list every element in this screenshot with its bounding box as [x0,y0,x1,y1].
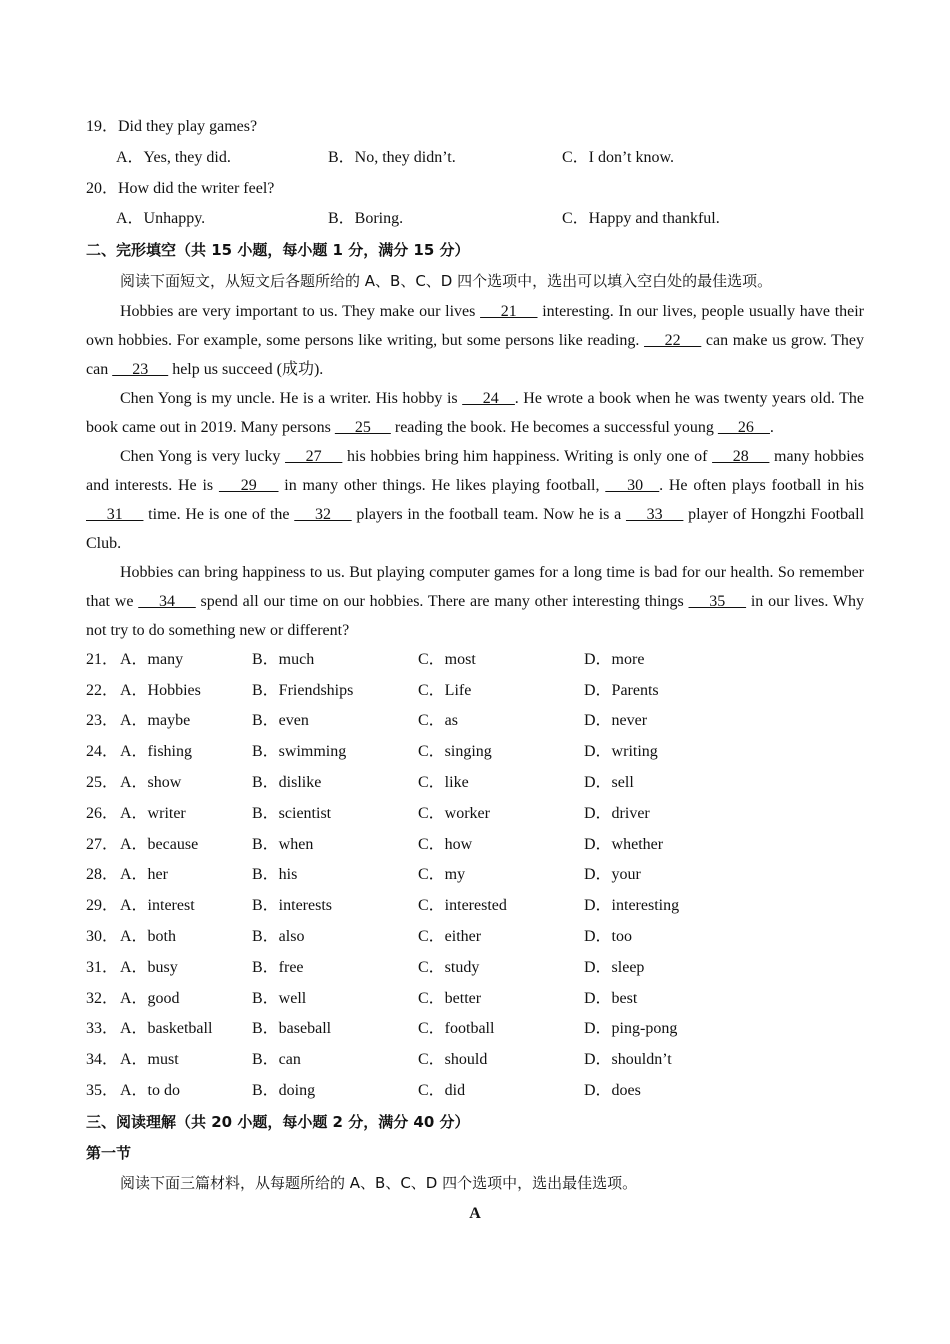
text: reading the book. He becomes a successful young [390,418,718,436]
option-row [86,953,864,984]
option-b: B．scientist [252,804,332,822]
blank-32: __32__ [294,505,352,523]
option-a: A．both [120,927,177,945]
blank-22: __22__ [644,331,702,349]
cloze-paragraph-4 [86,558,864,645]
option-d: D．your [584,866,641,884]
option-c: C．how [418,835,473,853]
option-a: A．many [120,650,184,668]
option-row [86,1076,864,1107]
text: Chen Yong is my uncle. He is a writer. His hobby is [120,389,463,407]
question-20-options [86,204,864,235]
blank-28: __28__ [712,447,770,465]
question-19-options [86,143,864,174]
option-a: A．to do [120,1081,181,1099]
option-c: C．singing [418,743,492,761]
option-a: A．must [120,1051,179,1069]
option-b: B．Boring. [328,210,404,228]
text: . [769,418,774,436]
option-b: B．dislike [252,773,322,791]
option-b: B．can [252,1051,301,1069]
option-c: C．football [418,1020,495,1038]
text: his hobbies bring him happiness. Writing is only one of [342,447,713,465]
option-c: C．interested [418,897,507,915]
option-b: B．much [252,650,315,668]
text: help us succeed (成功). [168,360,324,378]
option-c: C．did [418,1081,466,1099]
question-number: 25． [86,773,119,791]
blank-29: __29__ [218,476,279,494]
text: Hobbies can bring happiness to us. But playing computer games for a long time is bad for our health. So remember that we [86,563,864,610]
question-number: 21． [86,650,119,668]
option-b: B．free [252,958,304,976]
blank-23: __23__ [112,360,169,378]
option-b: B．No, they didn’t. [328,148,456,166]
option-d: D．sell [584,773,634,791]
text: spend all our time on our hobbies. There are many other interesting things [195,592,689,610]
section-2-instruction: 阅读下面短文，从短文后各题所给的 A、B、C、D 四个选项中，选出可以填入空白处的最佳选项。 [120,271,773,290]
blank-31: __31__ [86,505,144,523]
option-d: D．shouldn’t [584,1051,672,1069]
option-d: D．Parents [584,681,659,699]
blank-35: __35__ [688,592,747,610]
option-d: D．best [584,989,638,1007]
question-number: 28． [86,866,119,884]
option-c: C．Life [418,681,472,699]
option-c: C．Happy and thankful. [562,210,720,228]
text: in our lives. Why not try to do something new or different? [86,592,865,639]
option-b: B．when [252,835,314,853]
option-row [86,799,864,830]
option-b: B．interests [252,897,332,915]
question-number: 29． [86,897,119,915]
text: Chen Yong is very lucky [120,447,286,465]
text: . He often plays football in his [659,476,865,494]
text: interesting. In our lives, people usually have their own hobbies. For example, some persons like writing, but some persons like reading. [86,302,865,349]
question-number: 22． [86,681,119,699]
option-a: A．Yes, they did. [116,148,231,166]
question-number: 32． [86,989,119,1007]
text: in many other things. He likes playing football, [278,476,606,494]
option-a: A．Unhappy. [116,210,206,228]
option-a: A．basketball [120,1020,213,1038]
option-d: D．more [584,650,645,668]
option-a: A．show [120,773,182,791]
option-b: B．Friendships [252,681,354,699]
option-a: A．Hobbies [120,681,201,699]
option-b: B．his [252,866,298,884]
question-number: 24． [86,743,119,761]
blank-33: __33__ [625,505,684,523]
cloze-paragraph-1 [86,297,864,384]
option-b: B．doing [252,1081,316,1099]
option-c: C．most [418,650,476,668]
option-c: C．should [418,1051,488,1069]
section-3-part: 第一节 [86,1143,132,1162]
option-d: D．interesting [584,897,680,915]
question-number: 35． [86,1081,119,1099]
text: many hobbies and interests. He is [86,447,865,494]
section-3-instruction: 阅读下面三篇材料，从每题所给的 A、B、C、D 四个选项中，选出最佳选项。 [120,1174,638,1193]
question-number: 33． [86,1020,119,1038]
option-b: B．also [252,927,305,945]
option-b: B．swimming [252,743,347,761]
question-number: 27． [86,835,119,853]
option-c: C．I don’t know. [562,148,675,166]
text: player of Hongzhi Football Club. [86,505,865,552]
text: players in the football team. Now he is a [351,505,626,523]
option-row [86,676,864,707]
option-d: D．does [584,1081,641,1099]
option-a: A．her [120,866,168,884]
option-c: C．worker [418,804,490,822]
option-d: D．whether [584,835,664,853]
option-d: D．driver [584,804,650,822]
option-b: B．well [252,989,307,1007]
option-row [86,984,864,1015]
blank-34: __34__ [138,592,196,610]
option-a: A．because [120,835,199,853]
option-d: D．never [584,712,648,730]
cloze-paragraph-3 [86,442,864,558]
option-a: A．maybe [120,712,191,730]
section-2-title: 二、完形填空（共 15 小题，每小题 1 分，满分 15 分） [86,241,470,260]
option-a: A．writer [120,804,186,822]
option-row [86,1045,864,1076]
option-c: C．better [418,989,482,1007]
option-c: C．my [418,866,466,884]
blank-24: __24__ [462,389,515,407]
blank-27: __27__ [285,447,343,465]
option-row [86,737,864,768]
blank-21: __21__ [480,302,538,320]
option-row [86,891,864,922]
option-d: D．too [584,927,633,945]
question-number: 34． [86,1051,119,1069]
cloze-options-grid [86,645,864,1107]
option-b: B．baseball [252,1020,332,1038]
text: time. He is one of the [143,505,295,523]
option-d: D．ping-pong [584,1020,678,1038]
question-19-stem: 19．Did they play games? [86,118,258,135]
passage-a-label: A [469,1205,481,1223]
section-3-title: 三、阅读理解（共 20 小题，每小题 2 分，满分 40 分） [86,1112,470,1131]
option-c: C．study [418,958,480,976]
question-20-stem: 20．How did the writer feel? [86,179,275,197]
text: can make us grow. They can [86,331,865,378]
option-a: A．good [120,989,180,1007]
option-row [86,830,864,861]
option-c: C．like [418,773,469,791]
option-row [86,1014,864,1045]
text: . He wrote a book when he was twenty years old. The book came out in 2019. Many persons [86,389,865,436]
question-number: 30． [86,927,119,945]
cloze-paragraph-2 [86,384,864,442]
option-row [86,706,864,737]
blank-25: __25__ [334,418,391,436]
option-row [86,645,864,676]
option-row [86,922,864,953]
question-number: 23． [86,712,119,730]
blank-26: __26__ [717,418,770,436]
option-d: D．sleep [584,958,645,976]
text: Hobbies are very important to us. They make our lives [120,302,481,320]
option-a: A．busy [120,958,178,976]
option-a: A．interest [120,897,195,915]
option-b: B．even [252,712,309,730]
option-c: C．either [418,927,482,945]
question-number: 26． [86,804,119,822]
option-d: D．writing [584,743,658,761]
exam-page [86,112,864,1230]
option-row [86,768,864,799]
option-a: A．fishing [120,743,193,761]
question-number: 31． [86,958,119,976]
option-c: C．as [418,712,459,730]
blank-30: __30__ [605,476,660,494]
option-row [86,860,864,891]
